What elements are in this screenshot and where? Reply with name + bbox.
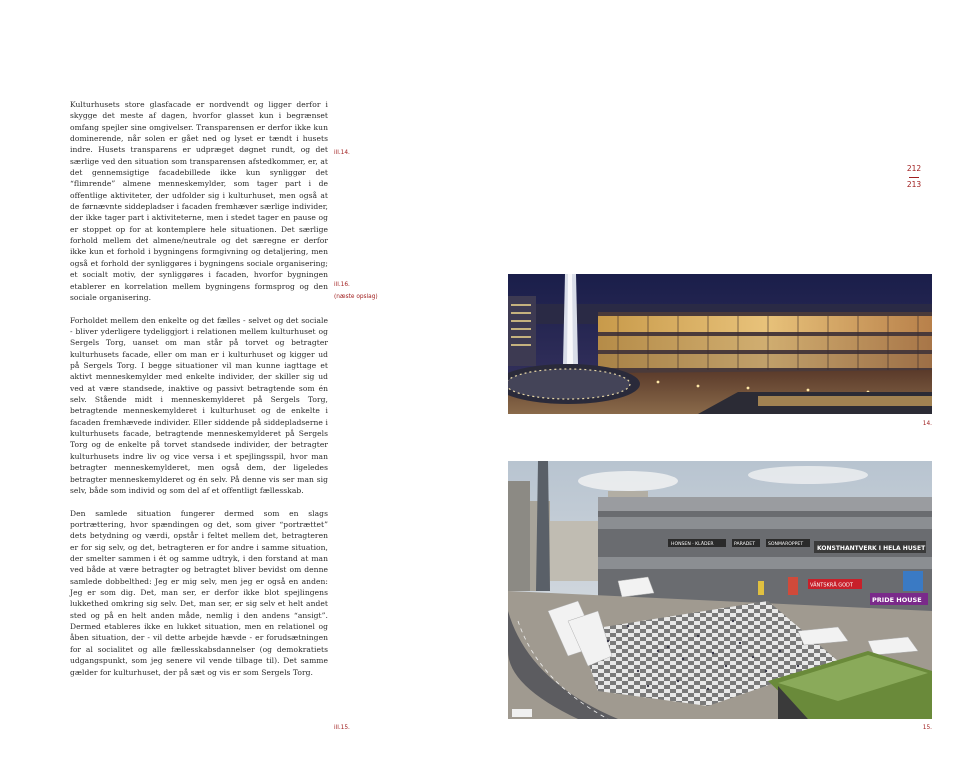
margin-ref-next-spread: (næste opslag): [334, 294, 378, 300]
sign-paradet: PARADET: [734, 542, 756, 547]
body-text-column: [70, 99, 328, 689]
sign-sonmaroppet: SONMAROPPET: [768, 542, 804, 547]
margin-ref-ill-14: ill.14.: [334, 150, 350, 156]
page-numbers: [904, 164, 924, 190]
sign-pride-house: PRIDE HOUSE: [872, 596, 922, 604]
paragraph-1: Kulturhusets store glasfacade er nordvendt og ligger derfor i skygge det meste af dagen, hvorfor glasset kun i begrænset omfang spejler sine omgivelser. Transparensen er derfor ikke kun dominerende, når solen er gået ned og lyset er tændt i husets indre. Husets transparens er udpræget døgnet rundt, og det særlige ved den situation som transparensen afstedkommer, er, at det gennemsigtige facadebillede ikke kun synliggør det “flimrende” almene menneskemylder, som tager part i de offentlige aktiviteter, der udfolder sig i kulturhuset, men også at de førnævnte siddepladser i facaden fremhæver særlige individer, der ikke tager part i aktiviteterne, men i stedet tager en pause og er stoppet op for at kontemplere hele situationen. Det særlige forhold mellem det almene/neutrale og det særegne er derfor ikke kun et forhold i bygningens formgivning og detaljering, men også et forhold der synliggøres i bygningens sociale organisering; et socialt motiv, der synliggøres i facaden, hvorfor bygningen etablerer en korrelation mellem bygningens formsprog og den sociale organisering.: [70, 100, 328, 302]
caption-photo-15: 15.: [922, 725, 932, 731]
page-number-right: 213: [906, 180, 922, 189]
page-number-left: 212: [906, 164, 922, 173]
margin-ref-ill-16: ill.16.: [334, 282, 350, 288]
caption-photo-14: 14.: [922, 421, 932, 427]
photo-kulturhuset-night: [508, 274, 932, 414]
page-number-divider: [909, 177, 919, 178]
sign-vantskra: VÄNTSKRÅ GODT: [810, 582, 853, 589]
sign-konsthantverk: KONSTHANTVERK I HELA HUSET: [817, 545, 926, 552]
photo-sergels-torg-day: [508, 461, 932, 719]
sign-honsen: HONSEN · KLÄDER: [671, 542, 714, 547]
photo-night-illustration: [508, 274, 932, 414]
margin-ref-ill-15: ill.15.: [334, 725, 350, 731]
paragraph-3: Den samlede situation fungerer dermed som en slags portrættering, hvor spændingen og det, som giver “portrættet” dets betydning og værdi, opstår i feltet mellem det, betragteren er for sig selv, og det, betragteren er for andre i samme situation, der smelter sammen i ét og samme udtryk, i den forstand at man ved både at være betragter og betragtet bliver bevidst om denne samlede dobbelthed: Jeg er mig selv, men jeg er også en anden: Jeg er som dig. Det, man ser, er derfor ikke blot spejlingens lukkethed omkring sig selv. Det, man ser, er sig selv et helt andet sted og på en helt anden måde, nemlig i den andens “ansigt”. Dermed etableres ikke en lukket situation, men en relationel og åben situation, der - vil dette arbejde hævde - er forudsætningen for al socialitet og alle fællesskabsdannelser (og demokratiets udgangspunkt, som jeg senere vil vende tilbage til). Det samme gælder for kulturhuset, der på sæt og vis er som Sergels Torg.: [70, 508, 328, 677]
paragraph-2: Forholdet mellem den enkelte og det fælles - selvet og det sociale - bliver yderligere tydeliggjort i relationen mellem kulturhuset og Sergels Torg, uanset om man står på torvet og betragter kulturhusets facade, eller om man er i kulturhuset og kigger ud på Sergels Torg. I begge situationer vil man kunne iagttage et aktivt menneskemylder med enkelte individer, der skiller sig ud ved at være standsede, inaktive og passivt betragtende som én selv. Stående midt i menneskemylderet på Sergels Torg, betragtende menneskemylderet i kulturhuset og de enkelte i facaden fremhævede individer. Eller siddende på siddepladserne i kulturhusets facade, betragtende menneskemylderet på Sergels Torg og de enkelte på torvet standsede individer, der betragter kulturhusets indre liv og vice versa i et spejlingsspil, hvor man betragter menneskemylderet, men også dem, der ligeledes betragter menneskemylderet og én selv. På denne vis ser man sig selv, både som individ og som del af et offentligt fællesskab.: [70, 315, 328, 495]
photo-day-illustration: [508, 461, 932, 719]
